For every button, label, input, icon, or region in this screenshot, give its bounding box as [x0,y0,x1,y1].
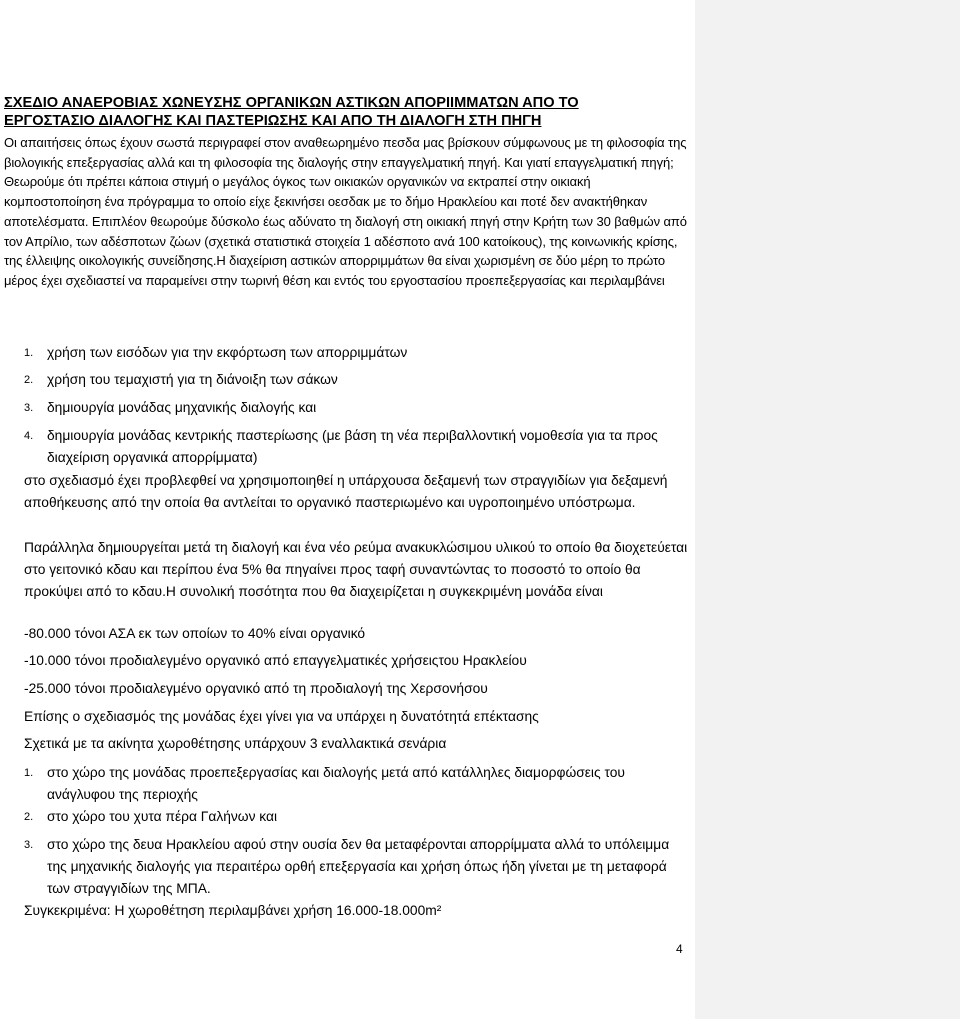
summary-paragraph: Συγκεκριμένα: Η χωροθέτηση περιλαμβάνει χρήση 16.000-18.000m² [24,903,442,918]
document-heading [4,94,684,130]
list-item [24,425,692,469]
comment-pane [695,0,960,1019]
list-text: δημιουργία μονάδας μηχανικής διαλογής και [47,400,317,415]
list-number: 2. [24,811,34,823]
parallel-paragraph: Παράλληλα δημιουργείται μετά τη διαλογή και ένα νέο ρεύμα ανακυκλώσιμου υλικού το οποίο θα διοχετεύεται στο γειτονικό κδαυ και περίπου ένα 5% θα πηγαίνει προς ταφή συναντώντας το ποσοστό το οποίο θα προκύψει από το κδαυ.Η συνολική ποσότητα που θα διαχειρίζεται η συγκεκριμένη μονάδα είναι [24,540,688,599]
list-item [24,834,692,900]
heading-line-1: ΣΧΕΔΙΟ ΑΝΑΕΡΟΒΙΑΣ ΧΩΝΕΥΣΗΣ ΟΡΓΑΝΙΚΩΝ ΑΣΤΙΚΩΝ ΑΠΟΡΙΙΜΜΑΤΩΝ ΑΠΟ ΤΟ [4,95,579,111]
quantity-line: -10.000 τόνοι προδιαλεγμένο οργανικό από επαγγελματικές χρήσειςτου Ηρακλείου [24,653,527,668]
list-number: 2. [24,374,34,386]
quantity-line: -25.000 τόνοι προδιαλεγμένο οργανικό από τη προδιαλογή της Χερσονήσου [24,681,488,696]
list-text: στο χώρο του χυτα πέρα Γαλήνων και [47,809,278,824]
list-item [24,369,692,391]
quantity-line: -80.000 τόνοι ΑΣΑ εκ των οποίων το 40% είναι οργανικό [24,626,366,641]
expansion-paragraph: Επίσης ο σχεδιασμός της μονάδας έχει γίνει για να υπάρχει η δυνατότητά επέκτασης [24,709,539,724]
list-item [24,806,692,828]
list-text: στο χώρο της δευα Ηρακλείου αφού στην ουσία δεν θα μεταφέρονται απορρίμματα αλλά το υπόλειμμα της μηχανικής διαλογής για περαιτέρω ορθή επεξεργασία και χρήση όπως ήδη γίνεται με τη μεταφορά των στραγγιδίων της ΜΠΑ. [47,837,670,896]
heading-line-2: ΕΡΓΟΣΤΑΣΙΟ ΔΙΑΛΟΓΗΣ ΚΑΙ ΠΑΣΤΕΡΙΩΣΗΣ ΚΑΙ ΑΠΟ ΤΗ ΔΙΑΛΟΓΗ ΣΤΗ ΠΗΓΗ [4,113,542,129]
list-item [24,397,692,419]
list-number: 4. [24,430,34,442]
list-text: στο χώρο της μονάδας προεπεξεργασίας και διαλογής μετά από κατάλληλες διαμορφώσεις του ανάγλυφου της περιοχής [47,765,625,802]
list-text: δημιουργία μονάδας κεντρικής παστερίωσης (με βάση τη νέα περιβαλλοντική νομοθεσία για τα προς διαχείριση οργανικά απορρίμματα) [47,428,658,465]
list-number: 1. [24,767,34,779]
list-item [24,762,692,806]
tank-paragraph: στο σχεδιασμό έχει προβλεφθεί να χρησιμοποιηθεί η υπάρχουσα δεξαμενή των στραγγιδίων για δεξαμενή αποθήκευσης από την οποία θα αντλείται το οργανικό παστεριωμένο και υγροποιημένο υπόστρωμα. [24,473,668,510]
list-number: 3. [24,839,34,851]
list-text: χρήση των εισόδων για την εκφόρτωση των απορριμμάτων [47,345,408,360]
scenarios-paragraph: Σχετικά με τα ακίνητα χωροθέτησης υπάρχουν 3 εναλλακτικά σενάρια [24,736,447,751]
intro-paragraph: Οι απαιτήσεις όπως έχουν σωστά περιγραφεί στον αναθεωρημένο πεσδα μας βρίσκουν σύμφωνους με τη φιλοσοφία της βιολογικής επεξεργασίας αλλά και τη φιλοσοφία της διαλογής στην επαγγελματική πηγή. Και γιατί επαγγελματική πηγή; Θεωρούμε ότι πρέπει κάποια στιγμή ο μεγάλος όγκος των οικιακών οργανικών να εκτραπεί στην οικιακή κομποστοποίηση ένα πρόγραμμα το οποίο είχε ξεκινήσει οεσδακ με το δήμο Ηρακλείου και ποτέ δεν ανακτήθηκαν αποτελέσματα. Επιπλέον θεωρούμε δύσκολο έως αδύνατο τη διαλογή στη οικιακή πηγή στην Κρήτη των 30 βαθμών από τον Απρίλιο, των αδέσποτων ζώων (σχετικά στατιστικά στοιχεία 1 αδέσποτο ανά 100 κατοίκους), της κοινωνικής κρίσης, της έλλειψης οικολογικής συνείδησης.Η διαχείριση αστικών απορριμμάτων θα είναι χωρισμένη σε δύο μέρη το πρώτο μέρος έχει σχεδιαστεί να παραμείνει στην τωρινή θέση και εντός του εργοστασίου προεπεξεργασίας και περιλαμβάνει [4,135,687,288]
list-number: 1. [24,347,34,359]
list-number: 3. [24,402,34,414]
page-number: 4 [676,942,683,956]
list-item [24,342,692,364]
list-text: χρήση του τεμαχιστή για τη διάνοιξη των σάκων [47,372,338,387]
